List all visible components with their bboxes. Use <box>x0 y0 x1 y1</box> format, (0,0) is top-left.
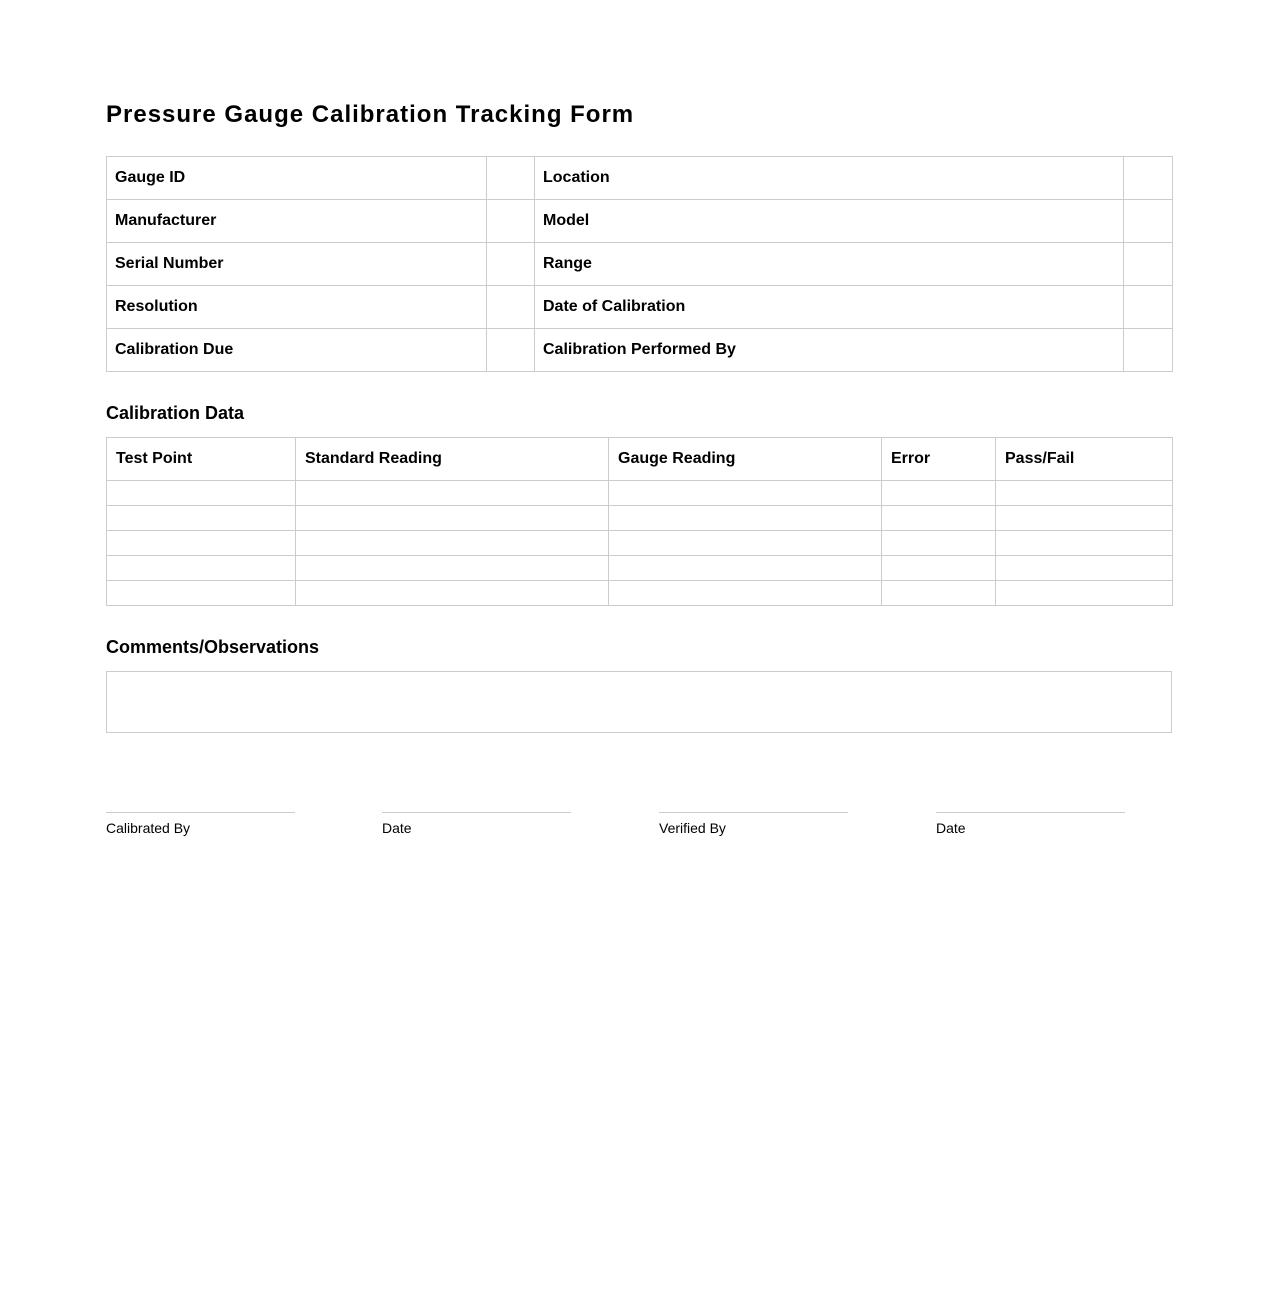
performed-by-field[interactable] <box>1124 329 1173 372</box>
pass-fail-cell[interactable] <box>996 506 1173 531</box>
gauge-reading-cell[interactable] <box>609 556 882 581</box>
comments-heading: Comments/Observations <box>106 637 320 657</box>
pass-fail-cell[interactable] <box>996 531 1173 556</box>
info-row-manufacturer-model <box>107 200 1173 243</box>
verified-by-label: Verified By <box>659 820 726 836</box>
error-cell[interactable] <box>882 481 996 506</box>
comments-textarea[interactable] <box>106 671 1172 733</box>
date-label: Date <box>382 820 412 836</box>
serial-number-field[interactable] <box>487 243 535 286</box>
standard-reading-cell[interactable] <box>296 506 609 531</box>
signature-verified-by <box>659 812 848 836</box>
model-label: Model <box>535 200 1124 243</box>
error-cell[interactable] <box>882 506 996 531</box>
gauge-reading-cell[interactable] <box>609 506 882 531</box>
manufacturer-label: Manufacturer <box>107 200 487 243</box>
calibration-data-heading: Calibration Data <box>106 403 245 423</box>
page-title: Pressure Gauge Calibration Tracking Form <box>106 101 635 128</box>
table-row <box>107 481 1173 506</box>
calibration-header-row <box>107 438 1173 481</box>
signature-date-2 <box>936 812 1125 836</box>
col-test-point: Test Point <box>107 438 296 481</box>
table-row <box>107 581 1173 606</box>
model-field[interactable] <box>1124 200 1173 243</box>
gauge-reading-cell[interactable] <box>609 581 882 606</box>
test-point-cell[interactable] <box>107 506 296 531</box>
calibration-due-label: Calibration Due <box>107 329 487 372</box>
standard-reading-cell[interactable] <box>296 531 609 556</box>
performed-by-label: Calibration Performed By <box>535 329 1124 372</box>
error-cell[interactable] <box>882 556 996 581</box>
serial-number-label: Serial Number <box>107 243 487 286</box>
gauge-reading-cell[interactable] <box>609 531 882 556</box>
table-row <box>107 531 1173 556</box>
table-row <box>107 506 1173 531</box>
date-of-calibration-field[interactable] <box>1124 286 1173 329</box>
location-field[interactable] <box>1124 157 1173 200</box>
resolution-field[interactable] <box>487 286 535 329</box>
calibrated-by-label: Calibrated By <box>106 820 191 836</box>
info-row-serial-range <box>107 243 1173 286</box>
verified-by-signature-line[interactable] <box>659 812 848 813</box>
info-row-gauge-id-location <box>107 157 1173 200</box>
info-row-resolution-date <box>107 286 1173 329</box>
signature-calibrated-by <box>106 812 295 836</box>
calibration-data-table <box>106 437 1173 606</box>
signature-date-1 <box>382 812 571 836</box>
gauge-info-table <box>106 156 1173 372</box>
calibrated-by-signature-line[interactable] <box>106 812 295 813</box>
test-point-cell[interactable] <box>107 581 296 606</box>
resolution-label: Resolution <box>107 286 487 329</box>
error-cell[interactable] <box>882 581 996 606</box>
standard-reading-cell[interactable] <box>296 581 609 606</box>
range-label: Range <box>535 243 1124 286</box>
date-signature-line[interactable] <box>382 812 571 813</box>
col-gauge-reading: Gauge Reading <box>609 438 882 481</box>
col-standard-reading: Standard Reading <box>296 438 609 481</box>
pass-fail-cell[interactable] <box>996 581 1173 606</box>
col-error: Error <box>882 438 996 481</box>
standard-reading-cell[interactable] <box>296 481 609 506</box>
manufacturer-field[interactable] <box>487 200 535 243</box>
date-label: Date <box>936 820 966 836</box>
test-point-cell[interactable] <box>107 556 296 581</box>
gauge-id-label: Gauge ID <box>107 157 487 200</box>
date-of-calibration-label: Date of Calibration <box>535 286 1124 329</box>
table-row <box>107 556 1173 581</box>
pass-fail-cell[interactable] <box>996 556 1173 581</box>
range-field[interactable] <box>1124 243 1173 286</box>
pass-fail-cell[interactable] <box>996 481 1173 506</box>
test-point-cell[interactable] <box>107 481 296 506</box>
calibration-due-field[interactable] <box>487 329 535 372</box>
gauge-reading-cell[interactable] <box>609 481 882 506</box>
col-pass-fail: Pass/Fail <box>996 438 1173 481</box>
standard-reading-cell[interactable] <box>296 556 609 581</box>
info-row-due-performed-by <box>107 329 1173 372</box>
date-signature-line[interactable] <box>936 812 1125 813</box>
test-point-cell[interactable] <box>107 531 296 556</box>
error-cell[interactable] <box>882 531 996 556</box>
location-label: Location <box>535 157 1124 200</box>
gauge-id-field[interactable] <box>487 157 535 200</box>
